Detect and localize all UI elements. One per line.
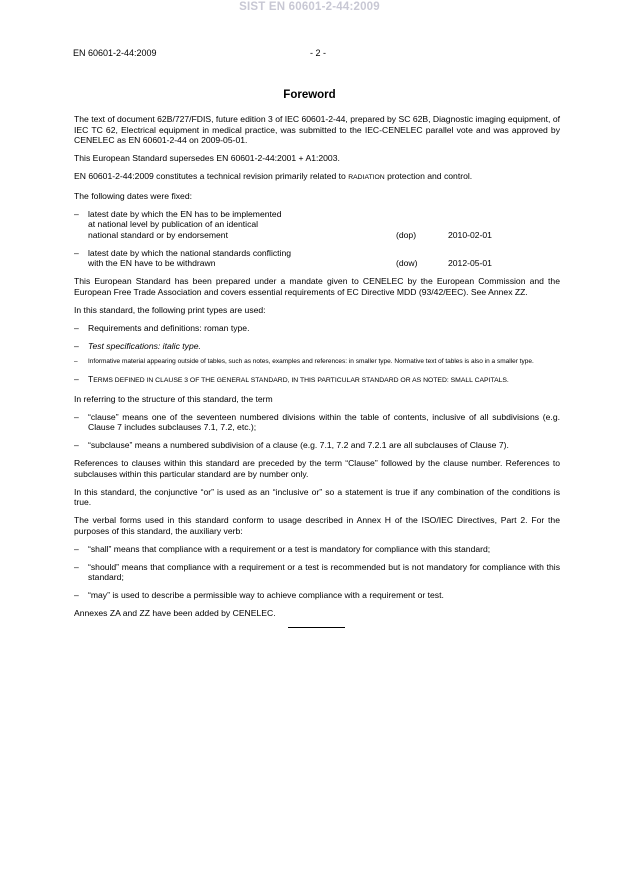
print-type-roman-text: Requirements and definitions: roman type. <box>88 322 250 333</box>
dash-marker: – <box>74 322 79 333</box>
paragraph-verbal-forms: The verbal forms used in this standard conform to usage described in Annex H of the ISO/IEC Directives, Part 2. For the purposes of this standard, the auxiliary verb: <box>74 515 560 536</box>
term-subclause-text: “subclause” means a numbered subdivision of a clause (e.g. 7.1, 7.2 and 7.2.1 are all subclauses of Clause 7). <box>88 440 509 451</box>
date-item-line: with the EN have to be withdrawn <box>88 258 216 269</box>
print-type-roman <box>74 323 560 334</box>
small-caps-rest: ERMS DEFINED IN CLAUSE 3 OF THE GENERAL STANDARD, IN THIS PARTICULAR STANDARD OR AS NOTED: SMALL CAPITALS. <box>93 377 509 385</box>
verb-shall-text: “shall” means that compliance with a requirement or a test is mandatory for compliance with this standard; <box>88 543 491 554</box>
dash-marker: – <box>74 543 79 554</box>
date-item-line: latest date by which the EN has to be implemented <box>88 208 282 219</box>
term-clause <box>74 412 560 433</box>
date-item-line: latest date by which the national standards conflicting <box>88 247 292 258</box>
verb-may-text: “may” is used to describe a permissible way to achieve compliance with a requirement or test. <box>88 590 444 601</box>
date-abbr-dop: (dop) <box>396 229 417 240</box>
dash-marker: – <box>74 561 79 572</box>
watermark: SIST EN 60601-2-44:2009 <box>239 1 380 13</box>
verb-should-text: “should” means that compliance with a requirement or a test is recommended but is not mandatory for compliance with this standard; <box>88 561 560 583</box>
date-abbr-dow: (dow) <box>396 258 418 269</box>
dash-marker: – <box>74 208 79 219</box>
date-value-dow: 2012-05-01 <box>448 258 492 269</box>
paragraph-conjunctive-or: In this standard, the conjunctive “or” is used as an “inclusive or” so a statement is true if any combination of the conditions is true. <box>74 486 560 508</box>
dash-marker: – <box>74 590 79 601</box>
dash-marker: – <box>74 358 78 366</box>
paragraph-structure-intro: In referring to the structure of this standard, the term <box>74 393 273 404</box>
date-item-dop <box>74 209 560 241</box>
small-caps-lead: T <box>88 374 94 385</box>
print-type-smaller-text: Informative material appearing outside of tables, such as notes, examples and references: in smaller type. Normative text of tables is also in a smaller type. <box>88 358 534 366</box>
print-type-smaller <box>74 358 560 366</box>
paragraph-references: References to clauses within this standard are preceded by the term “Clause” followed by the clause number. References to subclauses within this particular standard are by number only. <box>74 458 560 479</box>
verb-shall <box>74 544 560 555</box>
paragraph-annexes: Annexes ZA and ZZ have been added by CENELEC. <box>74 607 276 618</box>
dash-marker: – <box>74 340 79 351</box>
date-item-line: at national level by publication of an identical <box>88 219 259 230</box>
paragraph-revision <box>74 171 560 184</box>
paragraph-intro: The text of document 62B/727/FDIS, future edition 3 of IEC 60601-2-44, prepared by SC 62B, Diagnostic imaging equipment, of IEC TC 62, Electrical equipment in medical practice, was submitted to the IEC-CENELEC parallel vote and was approved by CENELEC as EN 60601-2-44 on 2009-05-01. <box>74 114 560 146</box>
print-type-small-caps <box>74 374 560 387</box>
verb-should <box>74 562 560 583</box>
page-title: Foreword <box>283 89 336 101</box>
paragraph-supersedes: This European Standard supersedes EN 60601-2-44:2001 + A1:2003. <box>74 153 340 164</box>
revision-text-before: EN 60601-2-44:2009 constitutes a technical revision primarily related to <box>74 170 349 181</box>
verb-may <box>74 590 560 601</box>
dash-marker: – <box>74 440 79 451</box>
date-value-dop: 2010-02-01 <box>448 229 492 240</box>
term-subclause <box>74 440 560 451</box>
header-doc-id: EN 60601-2-44:2009 <box>73 48 157 58</box>
term-clause-text: “clause” means one of the seventeen numbered divisions within the table of contents, inclusive of all subdivisions (e.g. Clause 7 includes subclauses 7.1, 7.2, etc.); <box>88 411 560 433</box>
header-page-number: - 2 - <box>310 48 327 58</box>
dash-marker: – <box>74 411 79 422</box>
foreword-body <box>74 114 560 628</box>
date-item-dow <box>74 248 560 269</box>
paragraph-dates-intro: The following dates were fixed: <box>74 190 192 201</box>
end-rule <box>288 627 345 628</box>
date-item-line: national standard or by endorsement <box>88 229 228 240</box>
revision-text-after: protection and control. <box>384 170 473 181</box>
paragraph-print-types-intro: In this standard, the following print types are used: <box>74 304 266 315</box>
paragraph-mandate: This European Standard has been prepared under a mandate given to CENELEC by the European Commission and the European Free Trade Association and covers essential requirements of EC Directive MDD (93/42/EEC). See Annex ZZ. <box>74 276 560 297</box>
dash-marker: – <box>74 374 79 385</box>
revision-term-radiation: RADIATION <box>348 173 385 181</box>
print-type-italic-text: Test specifications: italic type. <box>88 340 201 351</box>
print-type-italic <box>74 341 560 352</box>
dash-marker: – <box>74 247 79 258</box>
